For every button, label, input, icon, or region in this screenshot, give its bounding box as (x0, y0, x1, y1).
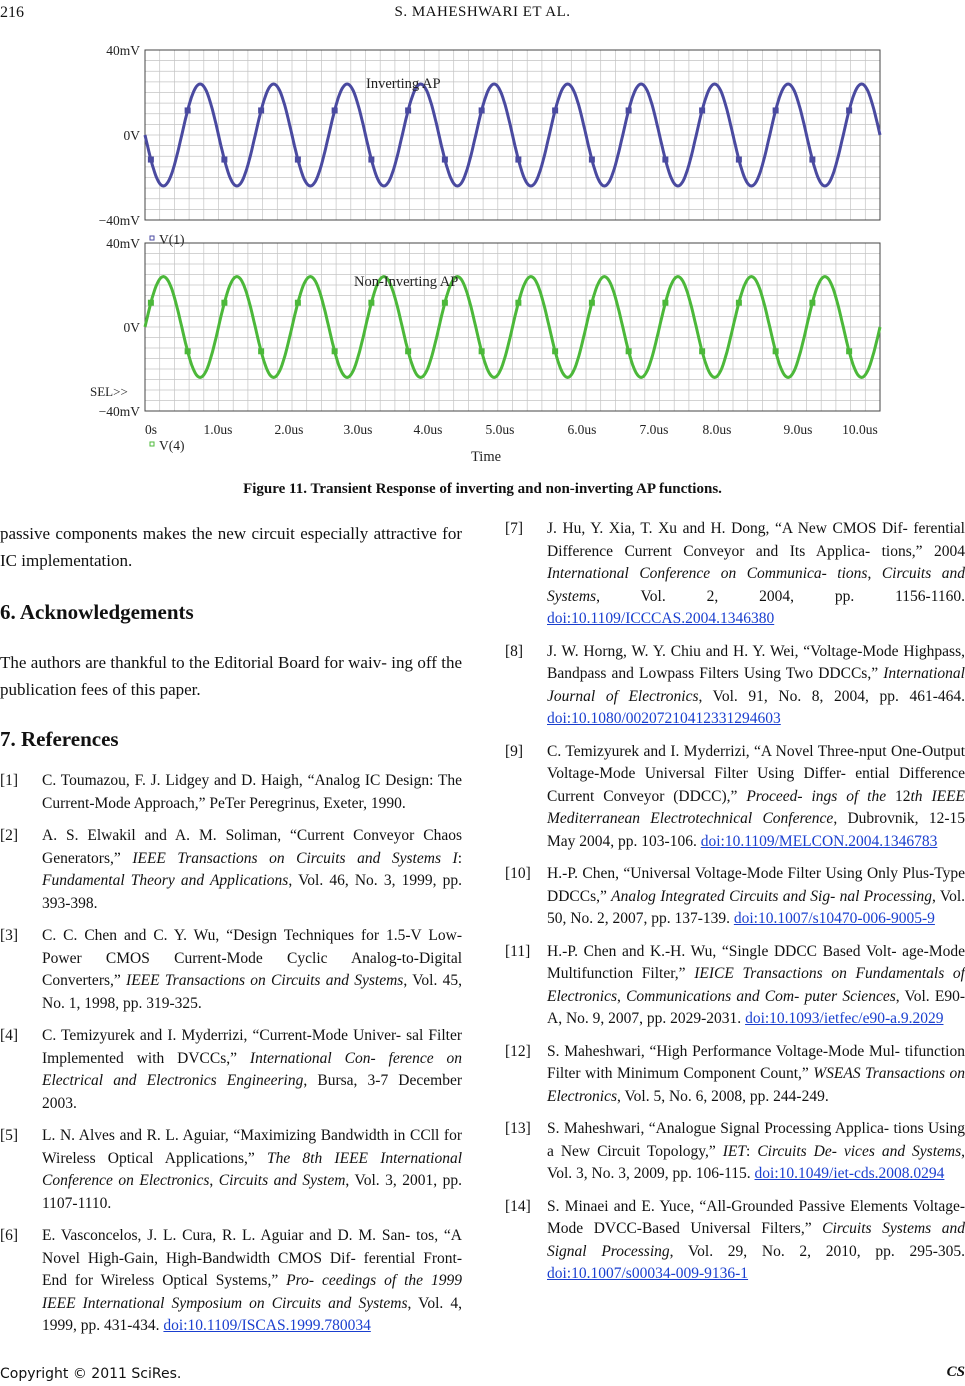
data-point (589, 300, 595, 306)
data-point (442, 157, 448, 163)
x-tick-label: 0s (145, 422, 158, 437)
reference-item (505, 1041, 965, 1109)
reference-item (505, 941, 965, 1031)
reference-text: C. Toumazou, F. J. Lidgey and D. Haigh, “Analog IC Design: The Current-Mode Approach,” PeTer Peregrinus, Exeter, 1990. (42, 772, 462, 812)
reference-number: [3] (0, 927, 19, 944)
legend-marker (150, 442, 154, 446)
acknowledgements-text: The authors are thankful to the Editorial Board for waiv- ing off the publication fees of this paper. (0, 653, 462, 699)
doi-link[interactable]: doi:10.1007/s00034-009-9136-1 (547, 1265, 749, 1282)
x-axis-label: Time (470, 449, 502, 465)
data-point (148, 157, 154, 163)
reference-text: H.-P. Chen, “Universal Voltage-Mode Filter Using Only Plus-Type DDCCs,” Analog Integrated Circuits and Sig- nal Processing, Vol. 50, No. 2, 2007, pp. 137-139. doi:10.1007/s10470-006-9005-9 (547, 865, 965, 927)
references-list-left (0, 770, 462, 1338)
legend-marker (150, 236, 154, 240)
data-point (662, 157, 668, 163)
data-point (773, 107, 779, 113)
reference-item (0, 925, 462, 1015)
transient-response-chart (70, 36, 900, 472)
doi-link[interactable]: doi:10.1109/MELCON.2004.1346783 (700, 832, 938, 850)
reference-item (505, 1196, 965, 1286)
x-tick-label: 3.0us (343, 422, 373, 437)
doi-link[interactable]: doi:10.1093/ietfec/e90-a.9.2029 (745, 1010, 944, 1027)
reference-number: [1] (0, 772, 19, 789)
data-point (846, 107, 852, 113)
reference-item (0, 1125, 462, 1215)
data-point (626, 107, 632, 113)
data-point (258, 348, 264, 354)
data-point (626, 348, 632, 354)
reference-text: J. Hu, Y. Xia, T. Xu and H. Dong, “A New CMOS Dif- ferential Difference Current Conveyor and Its Applica- tions,” 2004 International Conference on Communica- tions, Circuits and Systems, Vol. 2, 2004, pp. 1156-1160. doi:10.1109/ICCCAS.2004.1346380 (547, 520, 965, 627)
data-point (479, 107, 485, 113)
figure-11 (70, 36, 900, 472)
data-point (332, 348, 338, 354)
data-point (295, 157, 301, 163)
reference-text: S. Minaei and E. Yuce, “All-Grounded Passive Elements Voltage-Mode DVCC-Based Universal Filters,” Circuits Systems and Signal Processing, Vol. 29, No. 2, 2010, pp. 295-305. doi:10.1007/s00034-009-9136-1 (547, 1197, 965, 1282)
references-list-right (505, 518, 965, 1286)
x-tick-label: 1.0us (203, 422, 233, 437)
reference-text: S. Maheshwari, “High Performance Voltage-Mode Mul- tifunction Filter with Minimum Component Count,” WSEAS Transactions on Electronics, Vol. 5, No. 6, 2008, pp. 244-249. (547, 1042, 965, 1105)
data-point (221, 157, 227, 163)
y-tick-label: −40mV (98, 404, 140, 419)
acknowledgements-heading: 6. Acknowledgements (0, 600, 194, 624)
reference-item (505, 741, 965, 854)
x-tick-label: 4.0us (413, 422, 443, 437)
sel-label: SEL>> (90, 384, 128, 399)
data-point (552, 107, 558, 113)
data-point (589, 157, 595, 163)
data-point (773, 348, 779, 354)
reference-text: C. Temizyurek and I. Myderrizi, “A Novel Three-nput One-Output Voltage-Mode Universal Filter Using Differ- ential Difference Current Conveyor (DDCC),” Proceed- ings of the 12th IEEE Mediterranean Electrotechnical Conference, Dubrovnik, 12-15 May 2004, pp. 103-106. doi:10.1109/MELCON.2004.1346783 (547, 742, 965, 850)
data-point (258, 107, 264, 113)
reference-number: [10] (505, 865, 531, 882)
data-point (405, 348, 411, 354)
intro-paragraph: passive components makes the new circuit especially attractive for IC implementation. (0, 524, 462, 570)
x-tick-label: 6.0us (567, 422, 597, 437)
legend-label: V(1) (159, 232, 185, 247)
reference-number: [13] (505, 1120, 531, 1137)
data-point (736, 300, 742, 306)
reference-item (505, 863, 965, 931)
data-point (699, 348, 705, 354)
data-point (368, 300, 374, 306)
reference-text: C. C. Chen and C. Y. Wu, “Design Techniques for 1.5-V Low-Power CMOS Current-Mode Cyclic Analog-to-Digital Converters,” IEEE Transactions on Circuits and Systems, Vol. 45, No. 1, 1998, pp. 319-325. (42, 927, 462, 1012)
reference-number: [8] (505, 642, 524, 660)
x-tick-label: 8.0us (702, 422, 732, 437)
reference-number: [4] (0, 1027, 19, 1044)
reference-item (0, 770, 462, 815)
journal-abbrev: CS (946, 1364, 965, 1380)
running-head: S. MAHESHWARI ET AL. (394, 4, 571, 20)
y-tick-label: 40mV (106, 236, 140, 251)
x-tick-label: 10.0us (842, 422, 878, 437)
data-point (736, 157, 742, 163)
reference-text: J. W. Horng, W. Y. Chiu and H. Y. Wei, “Voltage-Mode Highpass, Bandpass and Lowpass Filters Using Two DDCCs,” International Journal of Electronics, Vol. 91, No. 8, 2004, pp. 461-464. doi:10.1080/00207210412331294603 (547, 642, 965, 727)
reference-text: E. Vasconcelos, J. L. Cura, R. L. Aguiar and D. M. San- tos, “A Novel High-Gain, High-Bandwidth CMOS Dif- ferential Front-End for Wireless Optical Systems,” Pro- ceedings of the 1999 IEEE International Symposium on Circuits and Systems, Vol. 4, 1999, pp. 431-434. doi:10.1109/ISCAS.1999.780034 (42, 1227, 462, 1334)
right-column (505, 518, 965, 1296)
reference-number: [12] (505, 1042, 531, 1060)
reference-item (0, 1225, 462, 1338)
reference-item (505, 1118, 965, 1186)
data-point (515, 300, 521, 306)
data-point (809, 300, 815, 306)
reference-text: L. N. Alves and R. L. Aguiar, “Maximizing Bandwidth in CCll for Wireless Optical Applications,” The 8th IEEE International Conference on Electronics, Circuits and System, Vol. 3, 2001, pp. 1107-1110. (42, 1127, 463, 1212)
doi-link[interactable]: doi:10.1080/00207210412331294603 (547, 710, 781, 727)
reference-number: [2] (0, 827, 19, 844)
data-point (552, 348, 558, 354)
reference-item (0, 1025, 462, 1115)
reference-item (505, 641, 965, 731)
data-point (442, 300, 448, 306)
reference-number: [9] (505, 742, 524, 760)
reference-number: [7] (505, 520, 524, 537)
reference-text: H.-P. Chen and K.-H. Wu, “Single DDCC Based Volt- age-Mode Multifunction Filter,” IEICE Transactions on Fundamentals of Electronics, Communications and Com- puter Sciences, Vol. E90-A, No. 9, 2007, pp. 2029-2031. doi:10.1093/ietfec/e90-a.9.2029 (547, 942, 965, 1027)
reference-number: [11] (505, 942, 531, 960)
data-point (185, 348, 191, 354)
x-tick-label: 5.0us (485, 422, 515, 437)
page-number: 216 (0, 4, 24, 21)
y-tick-label: 0V (123, 128, 140, 143)
data-point (662, 300, 668, 306)
data-point (221, 300, 227, 306)
reference-item (505, 518, 965, 631)
left-column (0, 520, 462, 1348)
doi-link[interactable]: doi:10.1007/s10470-006-9005-9 (733, 910, 935, 927)
panel-title: Inverting AP (366, 76, 441, 92)
doi-link[interactable]: doi:10.1109/ICCCAS.2004.1346380 (547, 610, 775, 627)
x-tick-label: 9.0us (783, 422, 813, 437)
reference-number: [14] (505, 1197, 531, 1215)
data-point (809, 157, 815, 163)
x-tick-label: 2.0us (274, 422, 304, 437)
data-point (846, 348, 852, 354)
doi-link[interactable]: doi:10.1109/ISCAS.1999.780034 (163, 1317, 371, 1334)
data-point (368, 157, 374, 163)
doi-link[interactable]: doi:10.1049/iet-cds.2008.0294 (754, 1165, 945, 1182)
reference-number: [5] (0, 1127, 19, 1144)
data-point (405, 107, 411, 113)
data-point (185, 107, 191, 113)
data-point (515, 157, 521, 163)
y-tick-label: 0V (123, 320, 140, 335)
panel-title: Non-Inverting AP (354, 274, 459, 290)
reference-text: S. Maheshwari, “Analogue Signal Processing Applica- tions Using a New Circuit Topology,” IET: Circuits De- vices and Systems, Vol. 3, No. 3, 2009, pp. 106-115. doi:10.1049/iet-cds.2008.0294 (547, 1120, 965, 1182)
data-point (332, 107, 338, 113)
data-point (295, 300, 301, 306)
reference-text: C. Temizyurek and I. Myderrizi, “Current-Mode Univer- sal Filter Implemented with DVCCs,” International Con- ference on Electrical and Electronics Engineering, Bursa, 3-7 December 2003. (42, 1027, 462, 1112)
y-tick-label: 40mV (106, 43, 140, 58)
reference-item (0, 825, 462, 915)
y-tick-label: −40mV (98, 213, 140, 228)
data-point (699, 107, 705, 113)
data-point (479, 348, 485, 354)
reference-text: A. S. Elwakil and A. M. Soliman, “Current Conveyor Chaos Generators,” IEEE Transactions on Circuits and Systems I: Fundamental Theory and Applications, Vol. 46, No. 3, 1999, pp. 393-398. (42, 827, 463, 912)
figure-caption: Figure 11. Transient Response of inverting and non-inverting AP functions. (243, 481, 722, 497)
legend-label: V(4) (159, 438, 185, 453)
x-tick-label: 7.0us (639, 422, 669, 437)
data-point (148, 300, 154, 306)
copyright-footer: Copyright © 2011 SciRes. (0, 1366, 182, 1382)
references-heading: 7. References (0, 727, 119, 751)
reference-number: [6] (0, 1227, 19, 1244)
